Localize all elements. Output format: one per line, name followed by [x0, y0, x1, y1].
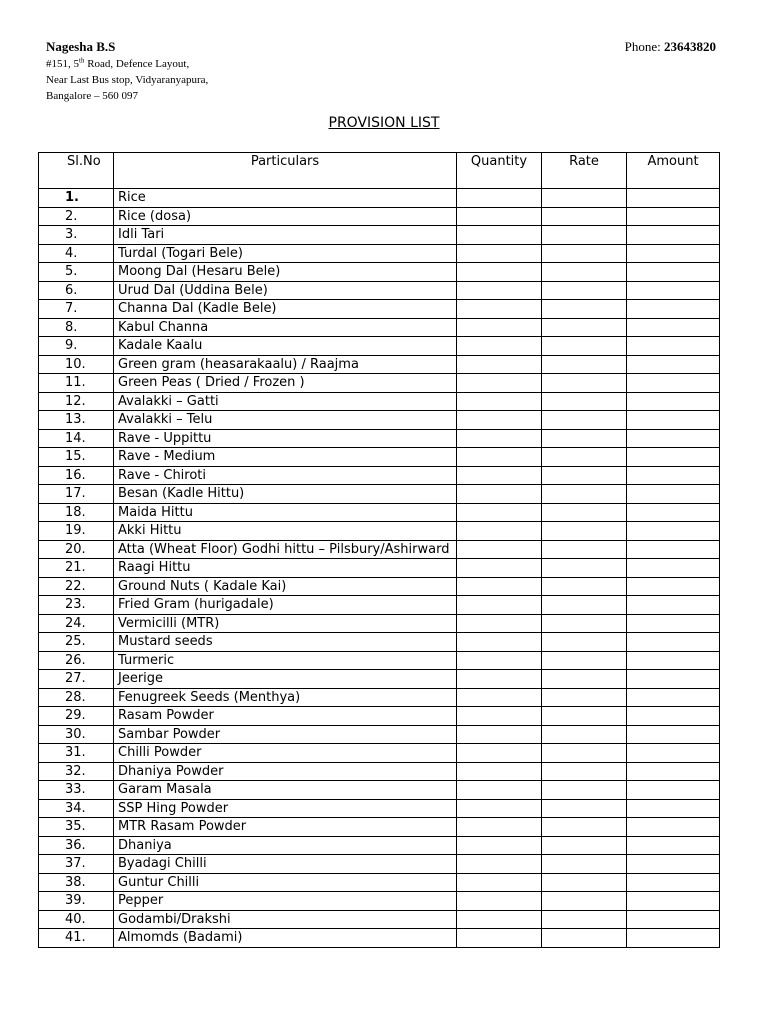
- table-row: [39, 873, 720, 892]
- column-header-amount: Amount: [627, 153, 720, 189]
- serial-number-cell: 19.: [39, 522, 114, 541]
- particulars-cell: Jeerige: [114, 670, 457, 689]
- particulars-cell: Dhaniya Powder: [114, 762, 457, 781]
- amount-cell: [627, 337, 720, 356]
- particulars-cell: Atta (Wheat Floor) Godhi hittu – Pilsbury/Ashirward: [114, 540, 457, 559]
- quantity-cell: [457, 744, 542, 763]
- table-row: [39, 503, 720, 522]
- rate-cell: [542, 503, 627, 522]
- quantity-cell: [457, 892, 542, 911]
- serial-number-cell: 5.: [39, 263, 114, 282]
- amount-cell: [627, 503, 720, 522]
- amount-cell: [627, 910, 720, 929]
- amount-cell: [627, 226, 720, 245]
- particulars-cell: Maida Hittu: [114, 503, 457, 522]
- rate-cell: [542, 725, 627, 744]
- rate-cell: [542, 614, 627, 633]
- serial-number-cell: 32.: [39, 762, 114, 781]
- table-row: [39, 318, 720, 337]
- rate-cell: [542, 337, 627, 356]
- serial-number-cell: 23.: [39, 596, 114, 615]
- rate-cell: [542, 263, 627, 282]
- quantity-cell: [457, 651, 542, 670]
- quantity-cell: [457, 688, 542, 707]
- amount-cell: [627, 744, 720, 763]
- rate-cell: [542, 855, 627, 874]
- serial-number-cell: 11.: [39, 374, 114, 393]
- serial-number-cell: 27.: [39, 670, 114, 689]
- quantity-cell: [457, 873, 542, 892]
- particulars-cell: Channa Dal (Kadle Bele): [114, 300, 457, 319]
- rate-cell: [542, 355, 627, 374]
- rate-cell: [542, 485, 627, 504]
- amount-cell: [627, 318, 720, 337]
- particulars-cell: Ground Nuts ( Kadale Kai): [114, 577, 457, 596]
- serial-number-cell: 17.: [39, 485, 114, 504]
- serial-number-cell: 18.: [39, 503, 114, 522]
- amount-cell: [627, 189, 720, 208]
- amount-cell: [627, 892, 720, 911]
- serial-number-cell: 34.: [39, 799, 114, 818]
- amount-cell: [627, 522, 720, 541]
- amount-cell: [627, 688, 720, 707]
- amount-cell: [627, 374, 720, 393]
- table-row: [39, 818, 720, 837]
- serial-number-cell: 36.: [39, 836, 114, 855]
- amount-cell: [627, 929, 720, 948]
- amount-cell: [627, 596, 720, 615]
- quantity-cell: [457, 522, 542, 541]
- serial-number-cell: 41.: [39, 929, 114, 948]
- particulars-cell: Kabul Channa: [114, 318, 457, 337]
- serial-number-cell: 38.: [39, 873, 114, 892]
- rate-cell: [542, 392, 627, 411]
- table-row: [39, 355, 720, 374]
- amount-cell: [627, 651, 720, 670]
- rate-cell: [542, 318, 627, 337]
- rate-cell: [542, 429, 627, 448]
- amount-cell: [627, 707, 720, 726]
- particulars-cell: Byadagi Chilli: [114, 855, 457, 874]
- particulars-cell: Mustard seeds: [114, 633, 457, 652]
- table-row: [39, 892, 720, 911]
- particulars-cell: Akki Hittu: [114, 522, 457, 541]
- table-row: [39, 651, 720, 670]
- table-row: [39, 392, 720, 411]
- quantity-cell: [457, 670, 542, 689]
- table-row: [39, 337, 720, 356]
- serial-number-cell: 40.: [39, 910, 114, 929]
- table-row: [39, 522, 720, 541]
- rate-cell: [542, 411, 627, 430]
- serial-number-cell: 15.: [39, 448, 114, 467]
- amount-cell: [627, 799, 720, 818]
- amount-cell: [627, 633, 720, 652]
- quantity-cell: [457, 337, 542, 356]
- particulars-cell: Pepper: [114, 892, 457, 911]
- quantity-cell: [457, 540, 542, 559]
- rate-cell: [542, 374, 627, 393]
- amount-cell: [627, 781, 720, 800]
- address-line-1: [46, 56, 716, 72]
- quantity-cell: [457, 762, 542, 781]
- serial-number-cell: 21.: [39, 559, 114, 578]
- rate-cell: [542, 226, 627, 245]
- sender-name: Nagesha B.S: [46, 39, 116, 54]
- table-row: [39, 762, 720, 781]
- particulars-cell: Chilli Powder: [114, 744, 457, 763]
- serial-number-cell: 30.: [39, 725, 114, 744]
- serial-number-cell: 2.: [39, 207, 114, 226]
- serial-number-cell: 39.: [39, 892, 114, 911]
- page-title: PROVISION LIST: [328, 115, 440, 131]
- particulars-cell: Turdal (Togari Bele): [114, 244, 457, 263]
- serial-number-cell: 25.: [39, 633, 114, 652]
- rate-cell: [542, 540, 627, 559]
- rate-cell: [542, 744, 627, 763]
- amount-cell: [627, 725, 720, 744]
- table-row: [39, 633, 720, 652]
- particulars-cell: Almomds (Badami): [114, 929, 457, 948]
- particulars-cell: Turmeric: [114, 651, 457, 670]
- serial-number-cell: 10.: [39, 355, 114, 374]
- quantity-cell: [457, 448, 542, 467]
- amount-cell: [627, 207, 720, 226]
- particulars-cell: Moong Dal (Hesaru Bele): [114, 263, 457, 282]
- particulars-cell: Rice (dosa): [114, 207, 457, 226]
- quantity-cell: [457, 707, 542, 726]
- serial-number-cell: 31.: [39, 744, 114, 763]
- particulars-cell: Rave - Medium: [114, 448, 457, 467]
- table-row: [39, 485, 720, 504]
- particulars-cell: Avalakki – Gatti: [114, 392, 457, 411]
- table-row: [39, 910, 720, 929]
- table-row: [39, 263, 720, 282]
- address-line-3: Bangalore – 560 097: [46, 90, 138, 102]
- particulars-cell: Rave - Uppittu: [114, 429, 457, 448]
- table-row: [39, 781, 720, 800]
- table-row: [39, 670, 720, 689]
- amount-cell: [627, 577, 720, 596]
- serial-number-cell: 9.: [39, 337, 114, 356]
- amount-cell: [627, 559, 720, 578]
- quantity-cell: [457, 929, 542, 948]
- address-ordinal-suffix: th: [79, 56, 85, 65]
- address-line-1-end: Road, Defence Layout,: [84, 58, 190, 70]
- table-row: [39, 540, 720, 559]
- amount-cell: [627, 836, 720, 855]
- quantity-cell: [457, 910, 542, 929]
- rate-cell: [542, 799, 627, 818]
- serial-number-cell: 1.: [39, 189, 114, 208]
- amount-cell: [627, 762, 720, 781]
- amount-cell: [627, 855, 720, 874]
- serial-number-cell: 29.: [39, 707, 114, 726]
- quantity-cell: [457, 485, 542, 504]
- table-header-row: [39, 153, 720, 189]
- serial-number-cell: 3.: [39, 226, 114, 245]
- amount-cell: [627, 300, 720, 319]
- amount-cell: [627, 540, 720, 559]
- quantity-cell: [457, 503, 542, 522]
- particulars-cell: Godambi/Drakshi: [114, 910, 457, 929]
- amount-cell: [627, 466, 720, 485]
- column-header-rate: Rate: [542, 153, 627, 189]
- address-line-1-start: #151, 5: [46, 58, 79, 70]
- table-row: [39, 688, 720, 707]
- particulars-cell: Rave - Chiroti: [114, 466, 457, 485]
- serial-number-cell: 28.: [39, 688, 114, 707]
- quantity-cell: [457, 855, 542, 874]
- serial-number-cell: 13.: [39, 411, 114, 430]
- quantity-cell: [457, 633, 542, 652]
- particulars-cell: Fenugreek Seeds (Menthya): [114, 688, 457, 707]
- letterhead: [46, 38, 716, 104]
- quantity-cell: [457, 374, 542, 393]
- table-row: [39, 707, 720, 726]
- table-row: [39, 855, 720, 874]
- table-row: [39, 281, 720, 300]
- phone: [625, 38, 716, 56]
- provision-table: [38, 152, 720, 948]
- quantity-cell: [457, 226, 542, 245]
- particulars-cell: Rice: [114, 189, 457, 208]
- amount-cell: [627, 281, 720, 300]
- phone-number: 23643820: [664, 39, 716, 54]
- rate-cell: [542, 707, 627, 726]
- column-header-slno: Sl.No: [39, 153, 114, 189]
- quantity-cell: [457, 263, 542, 282]
- amount-cell: [627, 670, 720, 689]
- quantity-cell: [457, 300, 542, 319]
- particulars-cell: Kadale Kaalu: [114, 337, 457, 356]
- rate-cell: [542, 577, 627, 596]
- table-row: [39, 614, 720, 633]
- table-row: [39, 466, 720, 485]
- table-row: [39, 836, 720, 855]
- quantity-cell: [457, 596, 542, 615]
- rate-cell: [542, 207, 627, 226]
- table-row: [39, 725, 720, 744]
- phone-label: Phone:: [624, 39, 664, 54]
- column-header-quantity: Quantity: [457, 153, 542, 189]
- column-header-particulars: Particulars: [114, 153, 457, 189]
- quantity-cell: [457, 781, 542, 800]
- rate-cell: [542, 670, 627, 689]
- table-row: [39, 744, 720, 763]
- quantity-cell: [457, 392, 542, 411]
- rate-cell: [542, 762, 627, 781]
- serial-number-cell: 14.: [39, 429, 114, 448]
- quantity-cell: [457, 411, 542, 430]
- amount-cell: [627, 355, 720, 374]
- table-row: [39, 448, 720, 467]
- table-row: [39, 207, 720, 226]
- rate-cell: [542, 189, 627, 208]
- quantity-cell: [457, 836, 542, 855]
- quantity-cell: [457, 725, 542, 744]
- particulars-cell: MTR Rasam Powder: [114, 818, 457, 837]
- amount-cell: [627, 614, 720, 633]
- quantity-cell: [457, 559, 542, 578]
- table-row: [39, 596, 720, 615]
- table-row: [39, 189, 720, 208]
- rate-cell: [542, 300, 627, 319]
- amount-cell: [627, 392, 720, 411]
- amount-cell: [627, 818, 720, 837]
- serial-number-cell: 33.: [39, 781, 114, 800]
- quantity-cell: [457, 244, 542, 263]
- rate-cell: [542, 929, 627, 948]
- table-row: [39, 374, 720, 393]
- amount-cell: [627, 448, 720, 467]
- serial-number-cell: 12.: [39, 392, 114, 411]
- table-row: [39, 799, 720, 818]
- table-row: [39, 226, 720, 245]
- serial-number-cell: 16.: [39, 466, 114, 485]
- rate-cell: [542, 522, 627, 541]
- particulars-cell: Garam Masala: [114, 781, 457, 800]
- quantity-cell: [457, 429, 542, 448]
- quantity-cell: [457, 818, 542, 837]
- rate-cell: [542, 448, 627, 467]
- rate-cell: [542, 910, 627, 929]
- amount-cell: [627, 411, 720, 430]
- table-row: [39, 429, 720, 448]
- quantity-cell: [457, 577, 542, 596]
- serial-number-cell: 8.: [39, 318, 114, 337]
- rate-cell: [542, 781, 627, 800]
- rate-cell: [542, 873, 627, 892]
- quantity-cell: [457, 318, 542, 337]
- serial-number-cell: 35.: [39, 818, 114, 837]
- table-row: [39, 577, 720, 596]
- particulars-cell: Green gram (heasarakaalu) / Raajma: [114, 355, 457, 374]
- particulars-cell: Avalakki – Telu: [114, 411, 457, 430]
- table-row: [39, 411, 720, 430]
- quantity-cell: [457, 466, 542, 485]
- rate-cell: [542, 651, 627, 670]
- quantity-cell: [457, 281, 542, 300]
- rate-cell: [542, 688, 627, 707]
- quantity-cell: [457, 799, 542, 818]
- serial-number-cell: 7.: [39, 300, 114, 319]
- particulars-cell: Idli Tari: [114, 226, 457, 245]
- serial-number-cell: 20.: [39, 540, 114, 559]
- rate-cell: [542, 836, 627, 855]
- rate-cell: [542, 244, 627, 263]
- serial-number-cell: 24.: [39, 614, 114, 633]
- serial-number-cell: 6.: [39, 281, 114, 300]
- quantity-cell: [457, 614, 542, 633]
- amount-cell: [627, 263, 720, 282]
- quantity-cell: [457, 189, 542, 208]
- table-body: [39, 189, 720, 948]
- serial-number-cell: 4.: [39, 244, 114, 263]
- rate-cell: [542, 818, 627, 837]
- particulars-cell: Besan (Kadle Hittu): [114, 485, 457, 504]
- rate-cell: [542, 596, 627, 615]
- rate-cell: [542, 892, 627, 911]
- particulars-cell: Vermicilli (MTR): [114, 614, 457, 633]
- amount-cell: [627, 485, 720, 504]
- particulars-cell: Fried Gram (hurigadale): [114, 596, 457, 615]
- rate-cell: [542, 466, 627, 485]
- rate-cell: [542, 281, 627, 300]
- amount-cell: [627, 429, 720, 448]
- particulars-cell: Sambar Powder: [114, 725, 457, 744]
- table-row: [39, 244, 720, 263]
- particulars-cell: Rasam Powder: [114, 707, 457, 726]
- table-row: [39, 559, 720, 578]
- rate-cell: [542, 559, 627, 578]
- particulars-cell: Green Peas ( Dried / Frozen ): [114, 374, 457, 393]
- particulars-cell: Guntur Chilli: [114, 873, 457, 892]
- quantity-cell: [457, 355, 542, 374]
- amount-cell: [627, 244, 720, 263]
- quantity-cell: [457, 207, 542, 226]
- particulars-cell: SSP Hing Powder: [114, 799, 457, 818]
- table-row: [39, 929, 720, 948]
- particulars-cell: Dhaniya: [114, 836, 457, 855]
- table-row: [39, 300, 720, 319]
- serial-number-cell: 37.: [39, 855, 114, 874]
- address-line-2: Near Last Bus stop, Vidyaranyapura,: [46, 74, 209, 86]
- particulars-cell: Urud Dal (Uddina Bele): [114, 281, 457, 300]
- particulars-cell: Raagi Hittu: [114, 559, 457, 578]
- serial-number-cell: 26.: [39, 651, 114, 670]
- rate-cell: [542, 633, 627, 652]
- amount-cell: [627, 873, 720, 892]
- serial-number-cell: 22.: [39, 577, 114, 596]
